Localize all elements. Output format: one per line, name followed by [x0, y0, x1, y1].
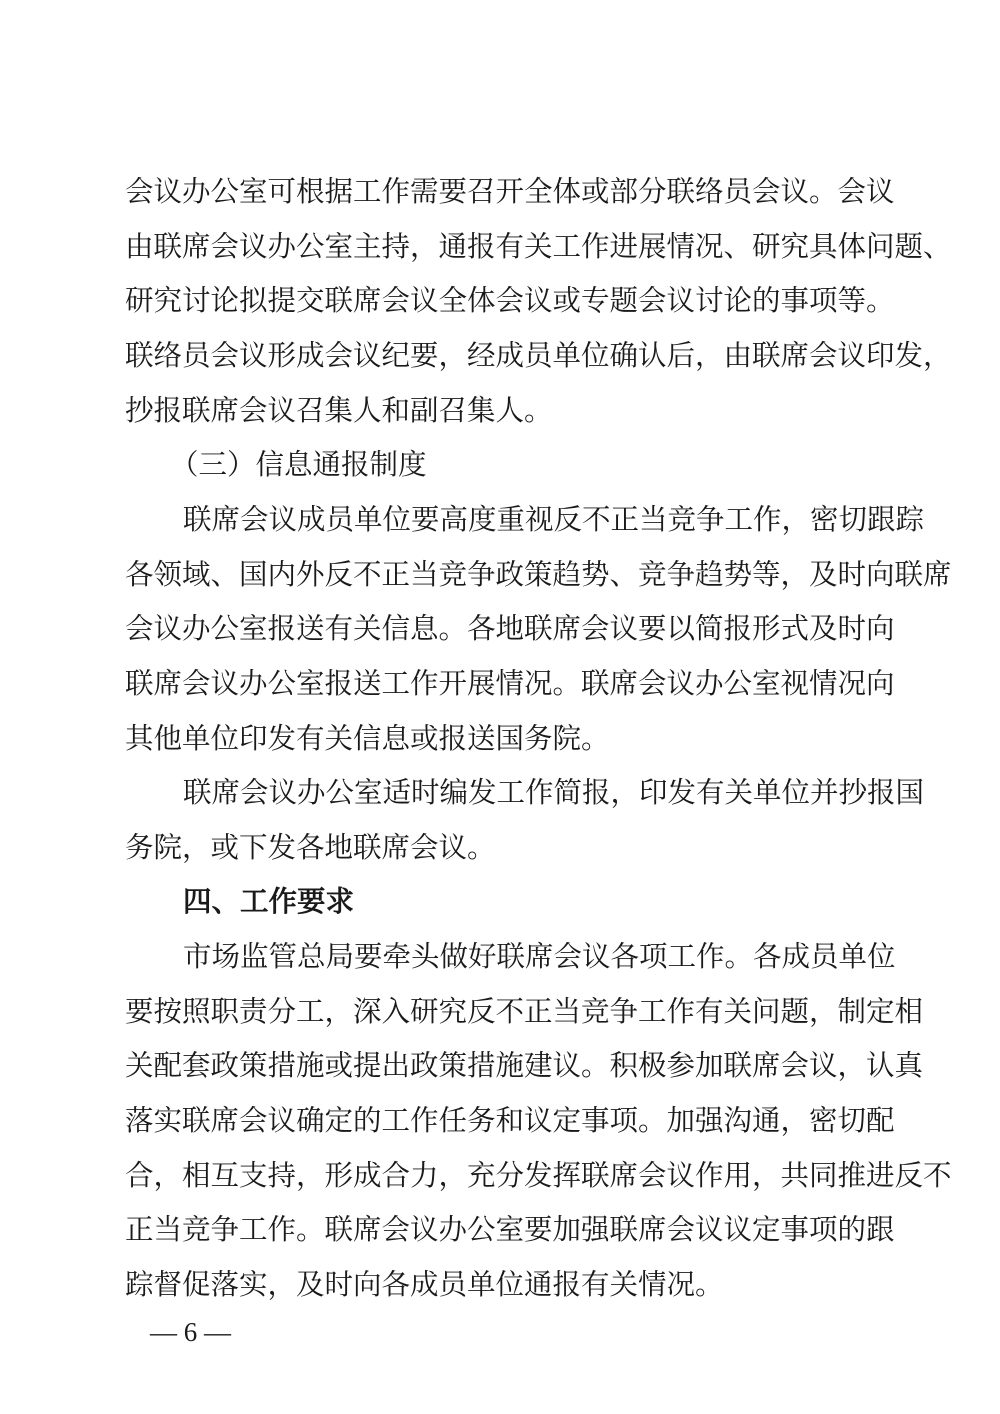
- text-line: 联席会议办公室适时编发工作简报，印发有关单位并抄报国: [183, 776, 925, 809]
- text-line: 合，相互支持，形成合力，充分发挥联席会议作用，共同推进反不: [125, 1159, 952, 1192]
- text-line: 由联席会议办公室主持，通报有关工作进展情况、研究具体问题、: [125, 230, 952, 263]
- text-line: 其他单位印发有关信息或报送国务院。: [125, 722, 610, 755]
- text-line: 联席会议办公室报送工作开展情况。联席会议办公室视情况向: [125, 667, 895, 700]
- text-line: 会议办公室可根据工作需要召开全体或部分联络员会议。会议: [125, 175, 895, 208]
- text-line: 要按照职责分工，深入研究反不正当竞争工作有关问题，制定相: [125, 995, 924, 1028]
- text-line: 落实联席会议确定的工作任务和议定事项。加强沟通，密切配: [125, 1104, 895, 1137]
- text-line: 会议办公室报送有关信息。各地联席会议要以简报形式及时向: [125, 612, 895, 645]
- text-line: 踪督促落实，及时向各成员单位通报有关情况。: [125, 1268, 724, 1301]
- section-heading: 四、工作要求: [183, 885, 355, 918]
- text-line: 正当竞争工作。联席会议办公室要加强联席会议议定事项的跟: [125, 1213, 895, 1246]
- text-line: 务院，或下发各地联席会议。: [125, 831, 496, 864]
- text-line: 关配套政策措施或提出政策措施建议。积极参加联席会议，认真: [125, 1049, 924, 1082]
- section-heading: （三）信息通报制度: [170, 448, 427, 481]
- text-line: 各领域、国内外反不正当竞争政策趋势、竞争趋势等，及时向联席: [125, 558, 952, 591]
- page-number: — 6 —: [150, 1317, 231, 1347]
- text-line: 市场监管总局要牵头做好联席会议各项工作。各成员单位: [183, 940, 896, 973]
- text-line: 抄报联席会议召集人和副召集人。: [125, 394, 553, 427]
- text-line: 联席会议成员单位要高度重视反不正当竞争工作，密切跟踪: [183, 503, 925, 536]
- text-line: 联络员会议形成会议纪要，经成员单位确认后，由联席会议印发，: [125, 339, 952, 372]
- text-line: 研究讨论拟提交联席会议全体会议或专题会议讨论的事项等。: [125, 284, 895, 317]
